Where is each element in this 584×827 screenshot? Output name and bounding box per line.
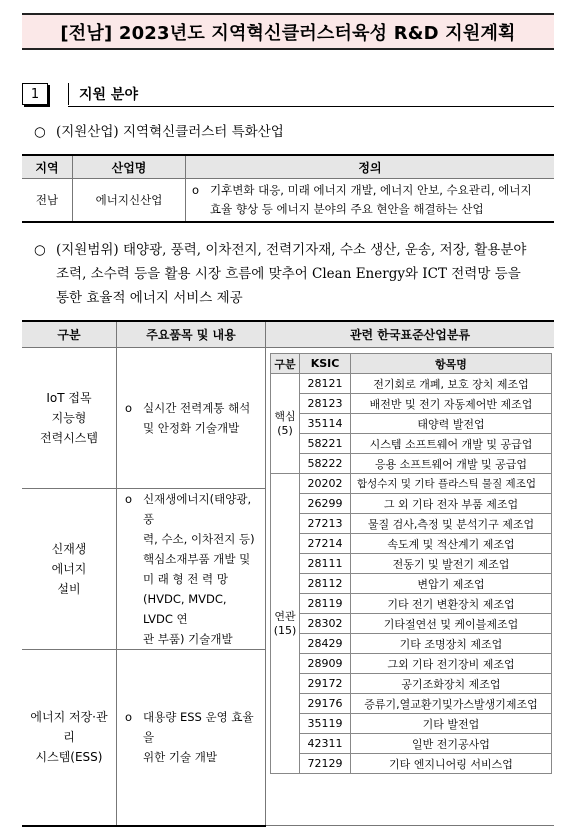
scope-line-1: (지원범위) 태양광, 풍력, 이차전지, 전력기자재, 수소 생산, 운송, 저장, 활용분야 <box>56 242 527 258</box>
table-row: 28123 배전반 및 전기 자동제어반 제조업 <box>271 394 552 414</box>
industry-text: (지원산업) 지역혁신클러스터 특화산업 <box>56 124 284 140</box>
scope-table <box>22 320 554 827</box>
category-ess: 에너지 저장·관 리 시스템(ESS) <box>22 650 117 826</box>
table-row: 29176 증류기,열교환기및가스발생기제조업 <box>271 694 552 714</box>
table-row: 58221 시스템 소프트웨어 개발 및 공급업 <box>271 434 552 454</box>
table-row: 28119 기타 전기 변환장치 제조업 <box>271 594 552 614</box>
scope-line-3: 통한 효율적 에너지 서비스 제공 <box>56 290 243 306</box>
region-industry-table <box>22 154 554 223</box>
industry-cell: 에너지신산업 <box>73 179 186 223</box>
table-row: 27213 물질 검사,측정 및 분석기구 제조업 <box>271 514 552 534</box>
header-industry: 산업명 <box>73 155 186 179</box>
section-title: 지원 분야 <box>68 83 138 105</box>
bullet-icon: o <box>192 183 200 197</box>
ksic-header-name: 항목명 <box>351 354 552 374</box>
items-ess: o 대용량 ESS 운영 효율을 위한 기술 개발 <box>117 650 266 826</box>
ksic-table <box>270 353 552 774</box>
table-row: 핵심 (5) 28121 전기회로 개폐, 보호 장치 제조업 <box>271 374 552 394</box>
ksic-header-code: KSIC <box>300 354 351 374</box>
table-row: 35114 태양력 발전업 <box>271 414 552 434</box>
header-region: 지역 <box>22 155 73 179</box>
table-row: 29172 공기조화장치 제조업 <box>271 674 552 694</box>
ksic-cell <box>266 348 555 826</box>
industry-paragraph <box>34 120 284 144</box>
table-row: 72129 기타 엔지니어링 서비스업 <box>271 754 552 774</box>
header-definition: 정의 <box>186 155 555 179</box>
document-title: [전남] 2023년도 지역혁신클러스터육성 R&D 지원계획 <box>22 13 554 50</box>
ksic-group-related: 연관 (15) <box>271 474 300 774</box>
scope-paragraph <box>34 238 556 310</box>
items-iot: o 실시간 전력계통 해석 및 안정화 기술개발 <box>117 348 266 489</box>
table-row: 28111 전동기 및 발전기 제조업 <box>271 554 552 574</box>
bullet-icon: o <box>125 401 133 415</box>
bullet-icon: o <box>125 492 133 506</box>
section-number: 1 <box>22 83 48 105</box>
table-row: 연관 (15) 20202 합성수지 및 기타 플라스틱 물질 제조업 <box>271 474 552 494</box>
table-row: 28302 기타절연선 및 케이블제조업 <box>271 614 552 634</box>
table-row: 35119 기타 발전업 <box>271 714 552 734</box>
circle-bullet-icon: ○ <box>34 124 46 140</box>
region-cell: 전남 <box>22 179 73 223</box>
header-ksic: 관련 한국표준산업분류 <box>266 321 555 348</box>
table-row: 27214 속도계 및 적산계기 제조업 <box>271 534 552 554</box>
header-category: 구분 <box>22 321 117 348</box>
header-items: 주요품목 및 내용 <box>117 321 266 348</box>
items-renewable: o 신재생에너지(태양광, 풍 력, 수소, 이차전지 등) 핵심소재부품 개발 및 미 래 형 전 력 망 (HVDC, MVDC, LVDC 연 관 부품) 기술개발 <box>117 489 266 650</box>
table-row: 28909 그외 기타 전기장비 제조업 <box>271 654 552 674</box>
table-row: 28429 기타 조명장치 제조업 <box>271 634 552 654</box>
scope-line-2: 조력, 소수력 등을 활용 시장 흐름에 맞추어 Clean Energy와 ICT 전력망 등을 <box>56 266 521 282</box>
section-header <box>22 83 554 107</box>
section-underline <box>68 106 554 107</box>
table-row: 28112 변압기 제조업 <box>271 574 552 594</box>
definition-cell <box>186 179 555 223</box>
category-iot: IoT 접목 지능형 전력시스템 <box>22 348 117 489</box>
category-renewable: 신재생 에너지 설비 <box>22 489 117 650</box>
table-row: 58222 응용 소프트웨어 개발 및 공급업 <box>271 454 552 474</box>
ksic-header-type: 구분 <box>271 354 300 374</box>
table-row: 26299 그 외 기타 전자 부품 제조업 <box>271 494 552 514</box>
circle-bullet-icon: ○ <box>34 242 46 258</box>
definition-text: 기후변화 대응, 미래 에너지 개발, 에너지 안보, 수요관리, 에너지 효율 향상 등 에너지 분야의 주요 현안을 해결하는 산업 <box>210 183 532 216</box>
bullet-icon: o <box>125 710 133 725</box>
table-row: 42311 일반 전기공사업 <box>271 734 552 754</box>
ksic-group-core: 핵심 (5) <box>271 374 300 474</box>
